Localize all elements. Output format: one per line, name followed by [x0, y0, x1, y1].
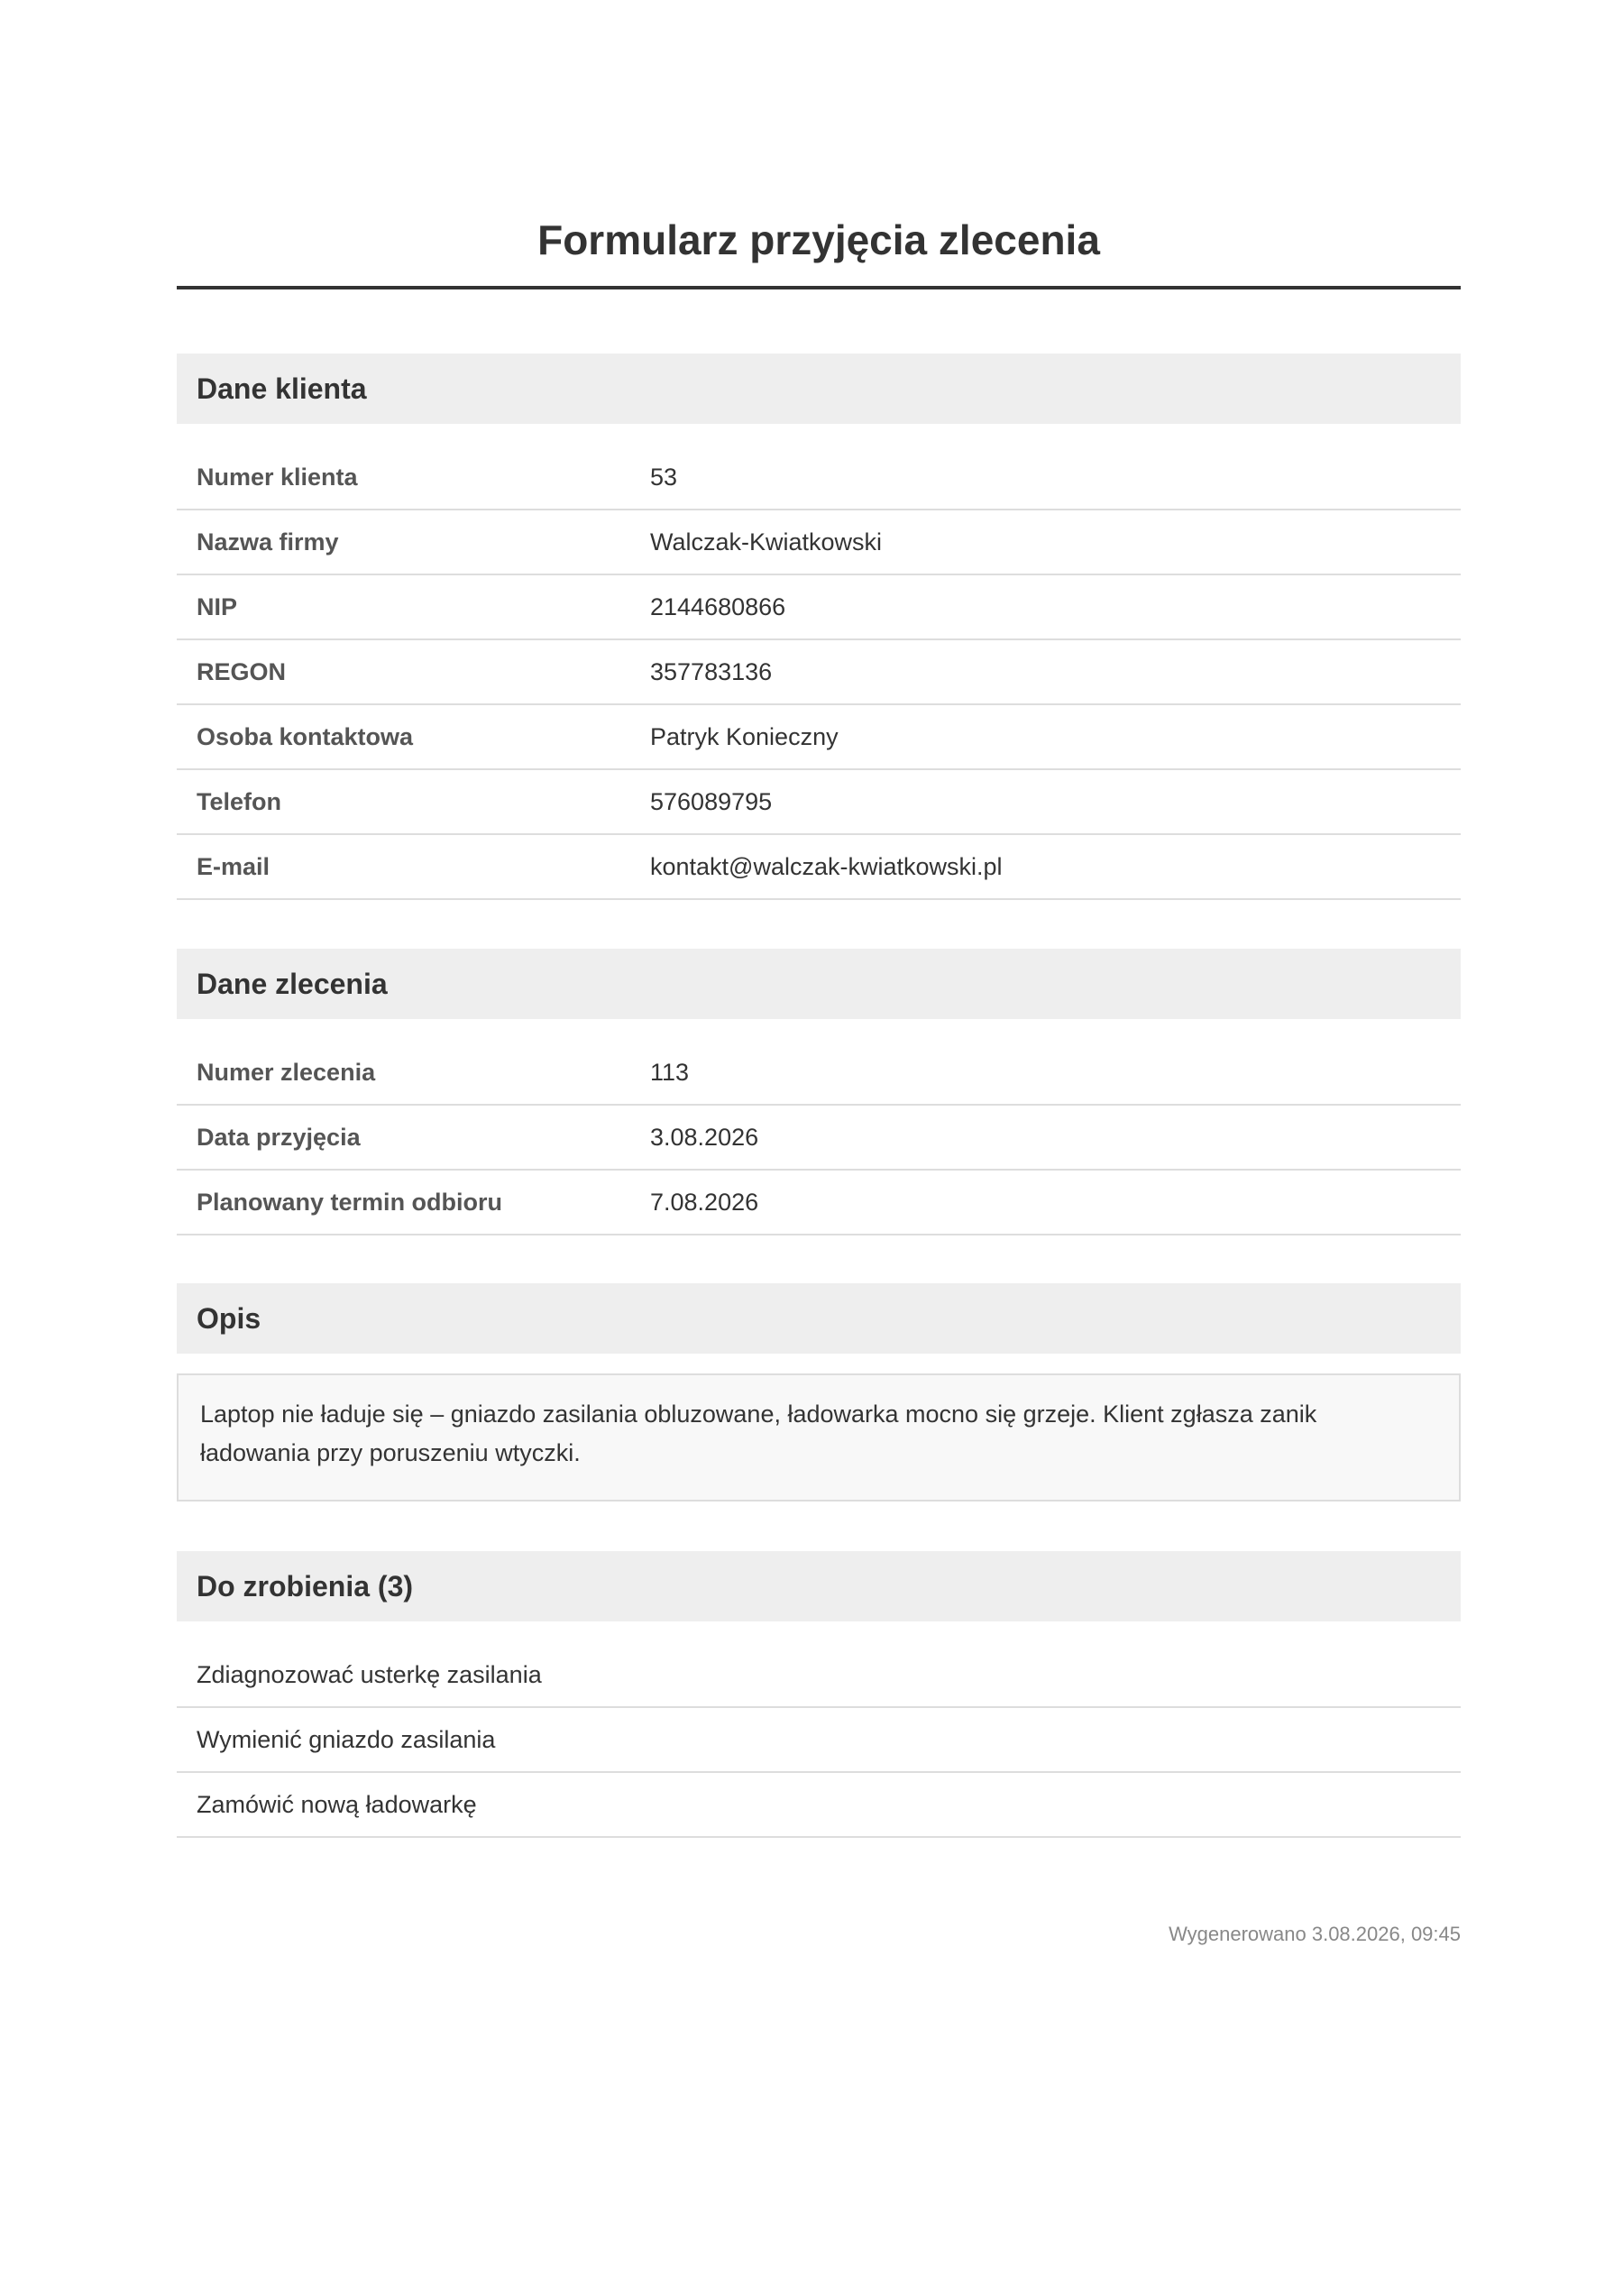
- todo-list: [177, 1643, 1461, 1838]
- field-value: 576089795: [650, 788, 773, 815]
- field-label: REGON: [197, 658, 287, 685]
- field-value: 7.08.2026: [650, 1189, 759, 1216]
- table-row: [177, 575, 1461, 640]
- generated-timestamp: Wygenerowano 3.08.2026, 09:45: [1169, 1923, 1461, 1945]
- field-label: E-mail: [197, 853, 270, 880]
- section-heading-todo: Do zrobienia (3): [177, 1551, 1461, 1621]
- table-row: [177, 640, 1461, 705]
- field-label: Data przyjęcia: [197, 1124, 361, 1151]
- field-label: Telefon: [197, 788, 281, 815]
- order-table: [177, 1041, 1461, 1235]
- table-row: [177, 1106, 1461, 1171]
- table-row: [177, 510, 1461, 575]
- field-label: Numer zlecenia: [197, 1059, 376, 1086]
- field-value: 3.08.2026: [650, 1124, 759, 1151]
- field-label: Nazwa firmy: [197, 528, 339, 556]
- table-row: [177, 445, 1461, 510]
- section-heading-client: Dane klienta: [177, 354, 1461, 424]
- field-value: 2144680866: [650, 593, 786, 620]
- section-heading-description: Opis: [177, 1283, 1461, 1354]
- field-value: Patryk Konieczny: [650, 723, 839, 750]
- field-label: NIP: [197, 593, 238, 620]
- field-value: 53: [650, 464, 678, 491]
- description-box: [177, 1373, 1461, 1502]
- table-row: [177, 770, 1461, 835]
- table-row: [177, 835, 1461, 900]
- field-value: 113: [650, 1059, 690, 1086]
- client-table: [177, 445, 1461, 900]
- field-label: Planowany termin odbioru: [197, 1189, 503, 1216]
- table-row: [177, 1171, 1461, 1235]
- email-link[interactable]: kontakt@walczak-kwiatkowski.pl: [650, 853, 1003, 880]
- description-line: Laptop nie ładuje się – gniazdo zasilania obluzowane, ładowarka mocno się grzeje. Klient zgłasza zanik: [200, 1401, 1317, 1428]
- section-heading-order: Dane zlecenia: [177, 949, 1461, 1019]
- description-line: ładowania przy poruszeniu wtyczki.: [200, 1439, 581, 1466]
- table-row: [177, 1041, 1461, 1106]
- field-value: Walczak-Kwiatkowski: [650, 528, 883, 556]
- title-divider: [177, 286, 1461, 289]
- table-row: [177, 705, 1461, 770]
- field-label: Osoba kontaktowa: [197, 723, 414, 750]
- list-item: Zamówić nową ładowarkę: [177, 1773, 1461, 1838]
- field-label: Numer klienta: [197, 464, 358, 491]
- list-item: Wymienić gniazdo zasilania: [177, 1708, 1461, 1773]
- field-value: 357783136: [650, 658, 773, 685]
- list-item: Zdiagnozować usterkę zasilania: [177, 1643, 1461, 1708]
- page-title: Formularz przyjęcia zlecenia: [537, 216, 1100, 263]
